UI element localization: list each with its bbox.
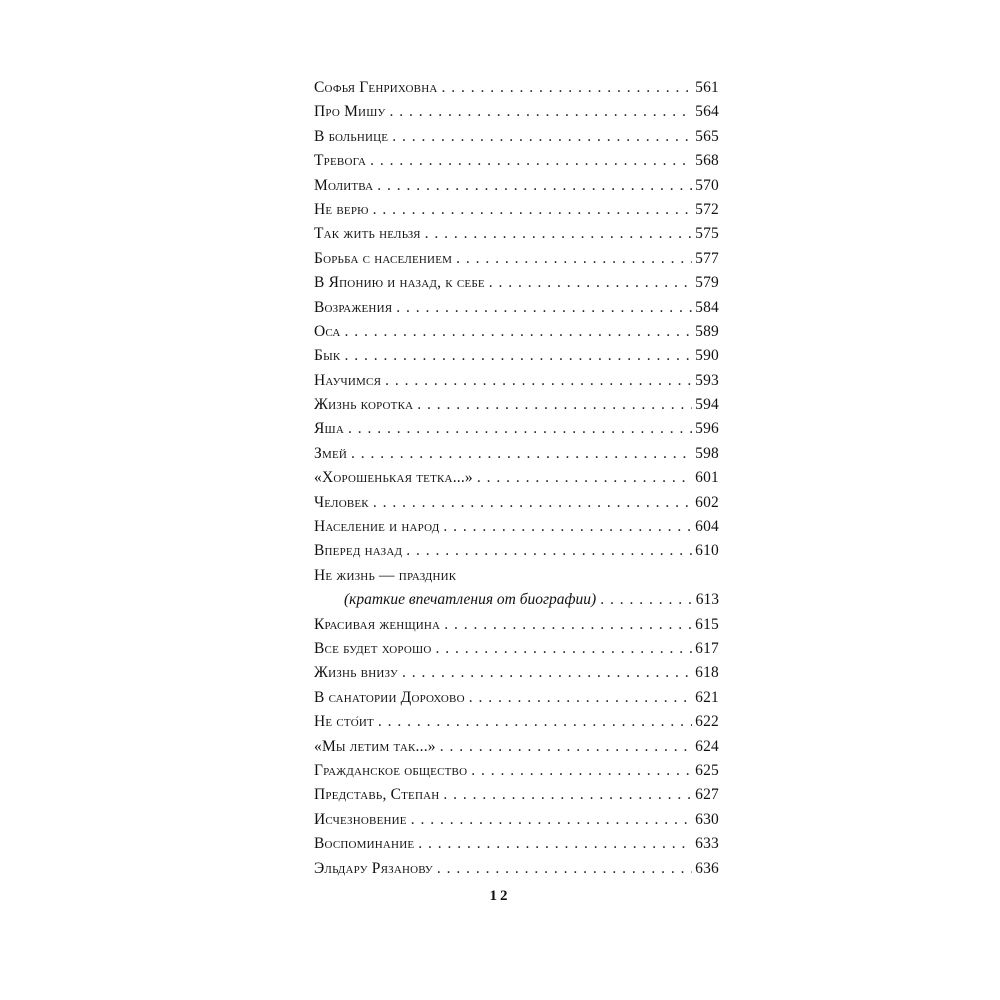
toc-entry-title: Борьба с населением bbox=[314, 249, 453, 267]
toc-entry bbox=[314, 247, 719, 271]
toc-entry-title: Про Мишу bbox=[314, 103, 386, 121]
toc-entry-page: 610 bbox=[695, 542, 719, 560]
toc-entry-title: Змей bbox=[314, 444, 348, 462]
toc-entry bbox=[314, 735, 719, 759]
toc-entry-page: 594 bbox=[695, 396, 719, 414]
toc-entries-group bbox=[314, 76, 719, 564]
toc-entry bbox=[314, 637, 719, 661]
toc-entry-page: 590 bbox=[695, 347, 719, 365]
toc-entry-page: 577 bbox=[695, 249, 719, 267]
toc-entry-title: Софья Генриховна bbox=[314, 79, 438, 96]
toc-entry bbox=[314, 539, 719, 563]
dot-leader bbox=[345, 320, 693, 344]
toc-entry bbox=[314, 783, 719, 807]
toc-entry bbox=[314, 369, 719, 393]
toc-entry-subtitle-line bbox=[314, 588, 719, 612]
toc-entry bbox=[314, 442, 719, 466]
dot-leader bbox=[442, 76, 693, 100]
dot-leader bbox=[392, 125, 692, 149]
toc-entry bbox=[314, 710, 719, 734]
dot-leader bbox=[377, 174, 692, 198]
toc-entry-title: Не сто́ит bbox=[314, 713, 374, 731]
dot-leader bbox=[351, 442, 692, 466]
dot-leader bbox=[370, 149, 692, 173]
dot-leader bbox=[435, 637, 692, 661]
toc-entry-page: 627 bbox=[695, 786, 719, 804]
dot-leader bbox=[344, 344, 692, 368]
toc-entry bbox=[314, 271, 719, 295]
toc-entry bbox=[314, 686, 719, 710]
toc-entry bbox=[314, 320, 719, 344]
toc-entry-title: Человек bbox=[314, 493, 369, 511]
dot-leader bbox=[411, 808, 692, 832]
toc-entry-page: 613 bbox=[695, 591, 719, 609]
toc-entry-page: 564 bbox=[695, 103, 719, 121]
toc-entry bbox=[314, 857, 719, 881]
toc-entry-page: 593 bbox=[695, 371, 719, 389]
toc-entry-title: Бык bbox=[314, 347, 341, 365]
toc-entry-page: 624 bbox=[695, 737, 719, 755]
dot-leader bbox=[402, 661, 692, 685]
toc-entry-title: В больнице bbox=[314, 127, 389, 145]
toc-entry-title: Тревога bbox=[314, 152, 367, 170]
toc-entry-title: Все будет хорошо bbox=[314, 639, 432, 657]
toc-entry bbox=[314, 661, 719, 685]
toc-entry-title: Научимся bbox=[314, 371, 382, 389]
toc-entry-title: «Мы летим так...» bbox=[314, 737, 436, 755]
toc-entry bbox=[314, 149, 719, 173]
toc-entry-page: 625 bbox=[695, 761, 719, 779]
toc-entries-group bbox=[314, 613, 719, 881]
toc-entry-title: Вперед назад bbox=[314, 542, 403, 560]
dot-leader bbox=[425, 222, 693, 246]
toc-entry-page: 615 bbox=[695, 615, 719, 633]
toc-entry-title: Воспоминание bbox=[314, 835, 415, 853]
toc-entry-title: В Японию и назад, к себе bbox=[314, 274, 485, 292]
toc-entry bbox=[314, 491, 719, 515]
toc-entry-title: Возражения bbox=[314, 298, 393, 316]
dot-leader bbox=[443, 783, 692, 807]
toc-entry bbox=[314, 222, 719, 246]
dot-leader bbox=[417, 393, 692, 417]
toc-entry bbox=[314, 613, 719, 637]
toc-entry bbox=[314, 393, 719, 417]
toc-entry-page: 602 bbox=[695, 493, 719, 511]
toc-entry-title: Красивая женщина bbox=[314, 615, 441, 633]
toc-entry bbox=[314, 515, 719, 539]
toc-entry-page: 630 bbox=[695, 810, 719, 828]
toc-entry bbox=[314, 759, 719, 783]
toc-entry-page: 575 bbox=[695, 225, 719, 243]
toc-entry-page: 572 bbox=[695, 200, 719, 218]
page-number: 12 bbox=[489, 888, 511, 904]
dot-leader bbox=[373, 491, 692, 515]
toc-entry bbox=[314, 174, 719, 198]
toc-entry-title: Население и народ bbox=[314, 518, 440, 536]
dot-leader bbox=[385, 369, 692, 393]
toc-entry-page: 598 bbox=[695, 444, 719, 462]
table-of-contents bbox=[314, 76, 719, 881]
toc-entry-page: 618 bbox=[695, 664, 719, 682]
toc-entry bbox=[314, 466, 719, 490]
toc-entry-page: 601 bbox=[695, 469, 719, 487]
toc-entry-title: Жизнь коротка bbox=[314, 396, 414, 414]
dot-leader bbox=[469, 686, 692, 710]
toc-entry-multiline bbox=[314, 564, 719, 613]
dot-leader bbox=[489, 271, 692, 295]
dot-leader bbox=[378, 710, 692, 734]
toc-entry-page: 589 bbox=[695, 322, 719, 340]
toc-entry bbox=[314, 100, 719, 124]
toc-entry-title: Исчезновение bbox=[314, 810, 407, 828]
toc-entry-title: «Хорошенькая тетка...» bbox=[314, 469, 473, 487]
toc-entry-page: 568 bbox=[695, 152, 719, 170]
toc-entry-subtitle: (краткие впечатления от биографии) bbox=[344, 591, 597, 609]
dot-leader bbox=[444, 613, 692, 637]
toc-entry-page: 570 bbox=[695, 176, 719, 194]
toc-entry bbox=[314, 417, 719, 441]
dot-leader bbox=[396, 296, 692, 320]
toc-entry-page: 579 bbox=[695, 274, 719, 292]
toc-entry-title: Так жить нельзя bbox=[314, 225, 421, 243]
toc-entry-page: 633 bbox=[695, 835, 719, 853]
toc-entry bbox=[314, 198, 719, 222]
toc-entry-title: Яша bbox=[314, 420, 344, 438]
toc-entry-page: 561 bbox=[695, 79, 719, 96]
toc-entry bbox=[314, 125, 719, 149]
toc-entry-title: Оса bbox=[314, 322, 341, 340]
toc-entry-page: 617 bbox=[695, 639, 719, 657]
toc-entry-title: Не верю bbox=[314, 200, 369, 218]
dot-leader bbox=[440, 735, 692, 759]
toc-entry-page: 621 bbox=[695, 688, 719, 706]
dot-leader bbox=[456, 247, 692, 271]
dot-leader bbox=[348, 417, 692, 441]
dot-leader bbox=[443, 515, 692, 539]
toc-entry-title: Молитва bbox=[314, 176, 374, 194]
toc-entry-page: 604 bbox=[695, 518, 719, 536]
toc-entry-page: 596 bbox=[695, 420, 719, 438]
toc-entry-page: 622 bbox=[695, 713, 719, 731]
toc-entry-title: В санатории Дорохово bbox=[314, 688, 465, 706]
dot-leader bbox=[406, 539, 692, 563]
toc-entry bbox=[314, 344, 719, 368]
toc-entry-title: Представь, Степан bbox=[314, 786, 440, 804]
toc-entry bbox=[314, 832, 719, 856]
toc-entry-page: 636 bbox=[695, 859, 719, 877]
toc-entry-title: Не жизнь — праздник bbox=[314, 566, 457, 584]
dot-leader bbox=[373, 198, 692, 222]
toc-entry bbox=[314, 76, 719, 100]
toc-entry-title: Эльдару Рязанову bbox=[314, 859, 433, 877]
dot-leader bbox=[600, 588, 693, 612]
toc-entry-title: Гражданское общество bbox=[314, 761, 468, 779]
dot-leader bbox=[471, 759, 692, 783]
dot-leader bbox=[418, 832, 692, 856]
dot-leader bbox=[389, 100, 692, 124]
toc-entry-page: 584 bbox=[695, 298, 719, 316]
dot-leader bbox=[437, 857, 692, 881]
dot-leader bbox=[477, 466, 692, 490]
toc-entry-title: Жизнь внизу bbox=[314, 664, 398, 682]
toc-entry bbox=[314, 296, 719, 320]
toc-entry-page: 565 bbox=[695, 127, 719, 145]
toc-entry bbox=[314, 808, 719, 832]
